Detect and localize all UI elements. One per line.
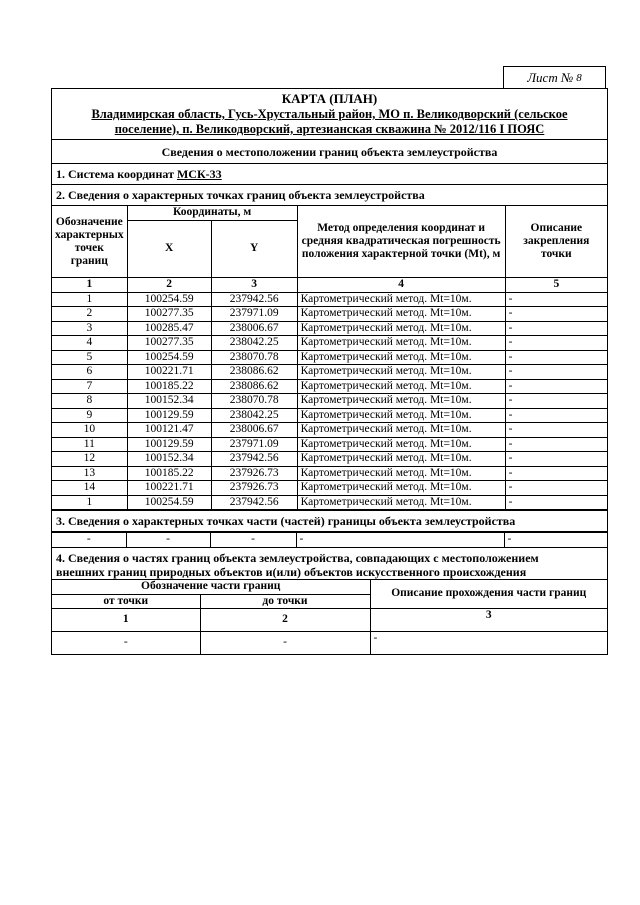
col-number: 2 xyxy=(200,609,370,632)
table-cell: - xyxy=(505,495,607,510)
section-4-line-1: 4. Сведения о частях границ объекта землеустройства, совпадающих с местоположением xyxy=(56,551,539,565)
table-row xyxy=(52,495,607,510)
section-4-table xyxy=(52,579,607,654)
table-cell: - xyxy=(505,452,607,467)
table-cell: 237971.09 xyxy=(211,437,297,452)
col-number: 3 xyxy=(370,609,607,632)
table-cell: - xyxy=(505,466,607,481)
table-cell: 3 xyxy=(52,321,127,336)
table-cell: 9 xyxy=(52,408,127,423)
col-number: 3 xyxy=(211,278,297,293)
table-cell: 238086.62 xyxy=(211,365,297,380)
table-row xyxy=(52,423,607,438)
table-cell: - xyxy=(52,632,200,655)
table-cell: 8 xyxy=(52,394,127,409)
table-cell: - xyxy=(505,394,607,409)
table-row xyxy=(52,307,607,322)
table-cell: - xyxy=(210,533,296,548)
col-number: 1 xyxy=(52,278,127,293)
location-line-1: Владимирская область, Гусь-Хрустальный район, МО п. Великодворский (сельское xyxy=(91,107,568,121)
table-cell: - xyxy=(505,321,607,336)
header-x: X xyxy=(127,221,211,278)
table-cell: 100152.34 xyxy=(127,394,211,409)
sheet-number-box xyxy=(503,66,606,88)
table-cell: 14 xyxy=(52,481,127,496)
table-cell: 5 xyxy=(52,350,127,365)
header-designation: Обозначение части границ xyxy=(52,580,370,595)
table-cell: Картометрический метод. Mt=10м. xyxy=(297,423,505,438)
table-cell: 7 xyxy=(52,379,127,394)
table-cell: 100221.71 xyxy=(127,365,211,380)
table-cell: Картометрический метод. Mt=10м. xyxy=(297,292,505,307)
table-cell: 100277.35 xyxy=(127,336,211,351)
table-cell: 100185.22 xyxy=(127,466,211,481)
table-cell: 238086.62 xyxy=(211,379,297,394)
section-4-line-2: внешних границ природных объектов и(или) объектов искусственного происхождения xyxy=(56,565,527,579)
table-cell: - xyxy=(200,632,370,655)
table-row xyxy=(52,321,607,336)
table-cell: 1 xyxy=(52,292,127,307)
table-cell: - xyxy=(505,379,607,394)
table-cell: 238006.67 xyxy=(211,321,297,336)
table-cell: Картометрический метод. Mt=10м. xyxy=(297,481,505,496)
table-cell: 100285.47 xyxy=(127,321,211,336)
col-number: 4 xyxy=(297,278,505,293)
table-cell: 100221.71 xyxy=(127,481,211,496)
table-cell: 100254.59 xyxy=(127,495,211,510)
location-line-2: поселение), п. Великодворский, артезианская скважина № 2012/116 I ПОЯС xyxy=(114,122,545,136)
table-cell: - xyxy=(505,365,607,380)
table-cell: Картометрический метод. Mt=10м. xyxy=(297,437,505,452)
table-cell: - xyxy=(52,533,126,548)
table-cell: 237926.73 xyxy=(211,481,297,496)
table-cell: Картометрический метод. Mt=10м. xyxy=(297,466,505,481)
table-cell: 238070.78 xyxy=(211,350,297,365)
table-cell: 100152.34 xyxy=(127,452,211,467)
table-cell: Картометрический метод. Mt=10м. xyxy=(297,321,505,336)
table-row xyxy=(52,350,607,365)
col-number: 1 xyxy=(52,609,200,632)
table-cell: 238042.25 xyxy=(211,408,297,423)
sheet-label: Лист № xyxy=(527,69,574,85)
table-row xyxy=(52,437,607,452)
table-cell: 1 xyxy=(52,495,127,510)
header-point: Обозначение характерных точек границ xyxy=(52,206,127,278)
table-cell: - xyxy=(505,292,607,307)
table-cell: 237926.73 xyxy=(211,466,297,481)
table-cell: - xyxy=(296,533,504,548)
table-cell: 100129.59 xyxy=(127,408,211,423)
document-frame xyxy=(51,88,608,655)
table-cell: 100254.59 xyxy=(127,292,211,307)
col-number: 5 xyxy=(505,278,607,293)
sheet-number: 8 xyxy=(576,71,582,84)
table-row xyxy=(52,466,607,481)
table-row xyxy=(52,452,607,467)
table-cell: - xyxy=(505,423,607,438)
header-coords: Координаты, м xyxy=(127,206,297,221)
section-2-heading: 2. Сведения о характерных точках границ объекта землеустройства xyxy=(52,185,607,206)
section-1 xyxy=(52,164,607,185)
section-3-table xyxy=(52,532,607,547)
table-cell: - xyxy=(505,437,607,452)
table-row xyxy=(52,292,607,307)
table-cell: - xyxy=(504,533,607,548)
table-cell: Картометрический метод. Mt=10м. xyxy=(297,394,505,409)
table-cell: - xyxy=(505,336,607,351)
header-to-point: до точки xyxy=(200,594,370,609)
section-1-label: 1. Система координат xyxy=(56,167,177,181)
table-cell: 238070.78 xyxy=(211,394,297,409)
table-row xyxy=(52,481,607,496)
header-method: Метод определения координат и средняя квадратическая погрешность положения характерной точки (Мt), м xyxy=(297,206,505,278)
table-cell: 238006.67 xyxy=(211,423,297,438)
table-row xyxy=(52,408,607,423)
col-number: 2 xyxy=(127,278,211,293)
table-cell: 238042.25 xyxy=(211,336,297,351)
table-cell: 237942.56 xyxy=(211,452,297,467)
table-cell: 237942.56 xyxy=(211,292,297,307)
coordinates-body xyxy=(52,292,607,510)
table-row xyxy=(52,379,607,394)
table-cell: 100185.22 xyxy=(127,379,211,394)
document-title: КАРТА (ПЛАН) xyxy=(281,91,378,106)
table-cell: 4 xyxy=(52,336,127,351)
table-cell: - xyxy=(505,481,607,496)
table-cell: 237971.09 xyxy=(211,307,297,322)
table-cell: - xyxy=(126,533,210,548)
table-cell: Картометрический метод. Mt=10м. xyxy=(297,452,505,467)
coordinate-system: МСК-33 xyxy=(176,167,222,181)
table-cell: Картометрический метод. Mt=10м. xyxy=(297,495,505,510)
table-cell: 100121.47 xyxy=(127,423,211,438)
table-cell: 237942.56 xyxy=(211,495,297,510)
coordinates-table xyxy=(52,206,607,510)
table-cell: 10 xyxy=(52,423,127,438)
table-cell: - xyxy=(505,350,607,365)
table-cell: 11 xyxy=(52,437,127,452)
table-cell: 100254.59 xyxy=(127,350,211,365)
header-part-description: Описание прохождения части границ xyxy=(370,580,607,609)
table-cell: 100277.35 xyxy=(127,307,211,322)
table-cell: 13 xyxy=(52,466,127,481)
table-cell: Картометрический метод. Mt=10м. xyxy=(297,350,505,365)
subtitle: Сведения о местоположении границ объекта землеустройства xyxy=(52,140,607,164)
section-4-heading xyxy=(52,547,607,579)
table-cell: Картометрический метод. Mt=10м. xyxy=(297,307,505,322)
table-row xyxy=(52,336,607,351)
table-cell: 12 xyxy=(52,452,127,467)
table-cell: Картометрический метод. Mt=10м. xyxy=(297,336,505,351)
header-from-point: от точки xyxy=(52,594,200,609)
table-cell: 100129.59 xyxy=(127,437,211,452)
table-cell: 2 xyxy=(52,307,127,322)
table-cell: Картометрический метод. Mt=10м. xyxy=(297,379,505,394)
table-row xyxy=(52,365,607,380)
header-description: Описание закрепления точки xyxy=(505,206,607,278)
table-cell: 6 xyxy=(52,365,127,380)
header-y: Y xyxy=(211,221,297,278)
table-cell: - xyxy=(370,632,607,655)
title-block xyxy=(52,89,607,140)
table-cell: Картометрический метод. Mt=10м. xyxy=(297,408,505,423)
section-3-heading: 3. Сведения о характерных точках части (частей) границы объекта землеустройства xyxy=(52,510,607,532)
table-cell: - xyxy=(505,307,607,322)
table-cell: - xyxy=(505,408,607,423)
table-cell: Картометрический метод. Mt=10м. xyxy=(297,365,505,380)
table-row xyxy=(52,394,607,409)
